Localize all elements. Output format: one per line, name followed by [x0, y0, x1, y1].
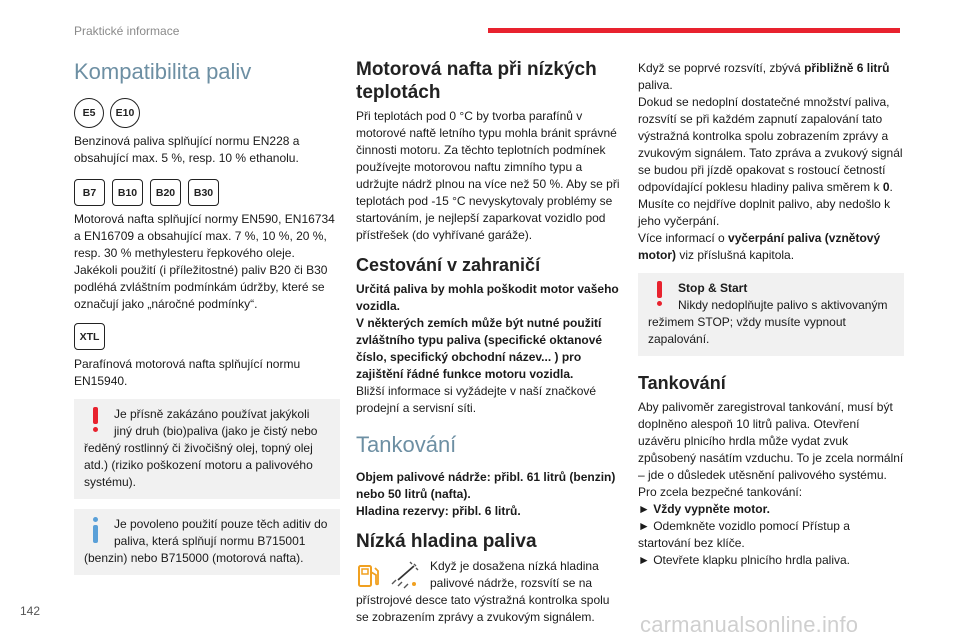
more-info-text: Více informací o vyčerpání paliva (vznětový motor) viz příslušná kapitola.	[638, 231, 881, 262]
section-title-travel-abroad: Cestování v zahraničí	[356, 255, 541, 275]
step-1: ► Vždy vypněte motor.	[638, 502, 770, 516]
b30-badge: B30	[188, 179, 219, 206]
refill-asap-text: Musíte co nejdříve doplnit palivo, aby nedošlo k jeho vyčerpání.	[638, 197, 891, 228]
petrol-badges	[74, 98, 340, 128]
petrol-text: Benzinová paliva splňující normu EN228 a obsahující max. 5 %, resp. 10 % ethanolu.	[74, 134, 300, 165]
warning-icon	[648, 280, 672, 314]
watermark: carmanualsonline.info	[640, 612, 859, 637]
first-light-text: Když se poprvé rozsvítí, zbývá přibližně 6 litrů paliva.	[638, 61, 890, 92]
abroad-bold-2: V některých zemích může být nutné použití zvláštního typu paliva (specifické oktanové číslo, specifický obchodní název... ) pro zajištění řádné funkce motoru vozidla.	[356, 316, 603, 381]
section-title-low-fuel: Nízká hladina paliva	[356, 531, 537, 552]
stop-start-note	[638, 273, 904, 356]
stop-start-title: Stop & Start	[678, 281, 748, 295]
fuel-pump-warning-icon	[356, 562, 382, 590]
info-icon	[84, 516, 108, 550]
diesel-text: Motorová nafta splňující normy EN590, EN16734 a EN16709 a obsahující max. 7 %, 10 %, 20 %, resp. 30 % methylesteru řepkového oleje. Jakékoli použití (i příležitostné) paliv B20 či B30 podléhá zvláštním podmínkám údržby, které se označují jako „náročné podmínky“.	[74, 212, 335, 311]
repeat-warning-text: Dokud se nedoplní dostatečné množství paliva, rozsvítí se při každém zapnutí zapalování tato výstražná kontrolka spolu zobrazením zprávy a zvukovým signálem. Tato zpráva a zvukový signál se budou při jízdě opakovat s rostoucí četností odpovídající poklesu hladiny paliva směrem k 0.	[638, 95, 903, 194]
refuel-safe-text: Pro zcela bezpečné tankování:	[638, 485, 803, 499]
b7-badge: B7	[74, 179, 105, 206]
cold-diesel-text: Při teplotách pod 0 °C by tvorba parafínů v motorové naftě letního typu mohla bránit správné činnosti motoru. Za těchto teplotních podmínek používejte motorovou naftu zimního typu a udržujte nádrž plnou na více než 50 %. Aby se při teplotách pod -15 °C nevyskytovaly problémy se startováním, je nejlepší zaparkovat vozidlo pod přístřešek (do vyhřívané garáže).	[356, 109, 620, 242]
low-fuel-block	[356, 558, 622, 626]
column-refueling	[638, 54, 904, 569]
stop-start-text: Nikdy nedoplňujte palivo s aktivovaným režimem STOP; vždy musíte vypnout zapalování.	[648, 298, 888, 346]
warning-note	[74, 399, 340, 499]
step-3: ► Otevřete klapku plnicího hrdla paliva.	[638, 553, 850, 567]
column-fuel-compatibility	[74, 54, 340, 575]
low-fuel-text: Když je dosažena nízká hladina palivové nádrže, rozsvítí se na přístrojové desce tato výstražná kontrolka spolu se zobrazením zprávy a zvukovým signálem.	[356, 559, 610, 624]
refuel-text: Aby palivoměr zaregistroval tankování, musí být doplněno alespoň 10 litrů paliva. Otevření uzávěru plnicího hrdla může vydat zvuk způsobený nasátím vzduchu. To je zcela normální – jde o důsledek utěsnění palivového systému.	[638, 400, 904, 482]
section-title-refueling-2: Tankování	[638, 373, 726, 393]
e10-badge: E10	[110, 98, 140, 128]
fuel-gauge-icon	[388, 560, 422, 590]
section-title-refueling: Tankování	[356, 432, 457, 457]
paraffin-badges	[74, 323, 340, 350]
abroad-text: Bližší informace si vyžádejte v naší značkové prodejní a servisní síti.	[356, 384, 597, 415]
e5-badge: E5	[74, 98, 104, 128]
xtl-badge: XTL	[74, 323, 105, 350]
page-number: 142	[20, 604, 41, 618]
column-diesel-travel	[356, 54, 622, 626]
warning-text: Je přísně zakázáno používat jakýkoli jiný druh (bio)paliva (jako je čistý nebo ředěný rostlinný či živočišný olej, topný olej atd.) (riziko poškození motoru a palivového systému).	[84, 407, 318, 489]
info-text: Je povoleno použití pouze těch aditiv do paliva, která splňují normu B715001 (benzin) nebo B715000 (motorová nafta).	[84, 517, 328, 565]
low-fuel-icons	[356, 558, 426, 592]
info-note	[74, 509, 340, 575]
step-2: ► Odemkněte vozidlo pomocí Přístup a startování bez klíče.	[638, 519, 850, 550]
section-label: Praktické informace	[74, 24, 180, 38]
section-title-fuel-compatibility: Kompatibilita paliv	[74, 59, 252, 84]
abroad-bold-1: Určitá paliva by mohla poškodit motor vašeho vozidla.	[356, 282, 619, 313]
b20-badge: B20	[150, 179, 181, 206]
warning-icon	[84, 406, 108, 440]
header-accent-bar	[488, 28, 900, 33]
paraffin-text: Parafínová motorová nafta splňující normu EN15940.	[74, 357, 301, 388]
diesel-badges	[74, 179, 340, 206]
tank-capacity: Objem palivové nádrže: přibl. 61 litrů (benzin) nebo 50 litrů (nafta).	[356, 470, 616, 501]
tank-reserve: Hladina rezervy: přibl. 6 litrů.	[356, 504, 521, 518]
b10-badge: B10	[112, 179, 143, 206]
section-title-cold-diesel: Motorová nafta při nízkých teplotách	[356, 59, 597, 103]
